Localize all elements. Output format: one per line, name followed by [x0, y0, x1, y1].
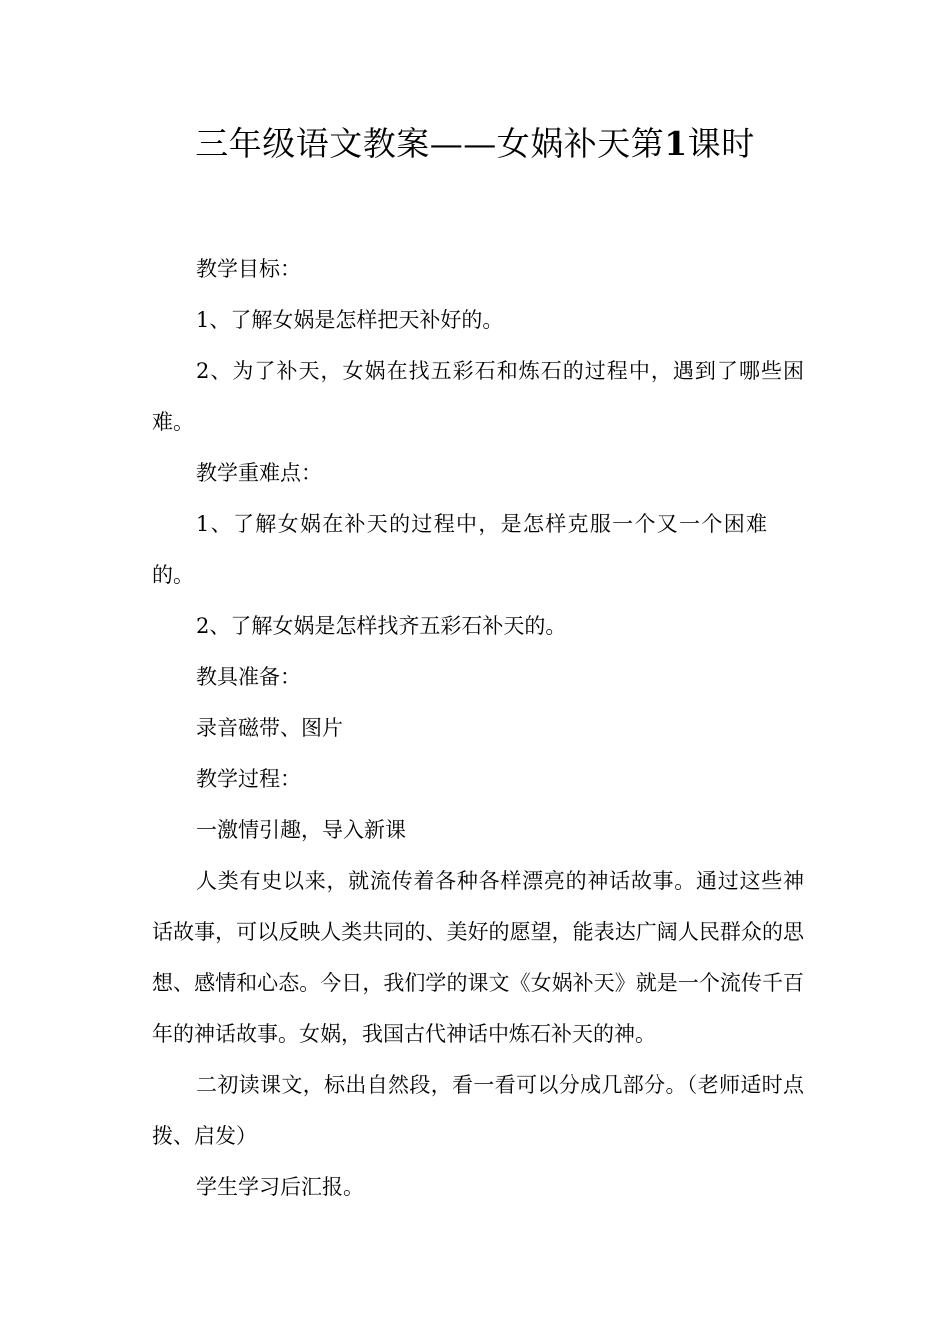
body-paragraph: 学生学习后汇报。 [196, 1175, 364, 1199]
objective-item: 1、了解女娲是怎样把天补好的。 [196, 308, 504, 332]
document-title [0, 120, 950, 168]
process-step-heading: 二初读课文，标出自然段，看一看可以分成几部分。（老师适时点拨、启发） [152, 1073, 804, 1148]
materials-list: 录音磁带、图片 [196, 716, 343, 740]
section-heading-process: 教学过程： [196, 767, 301, 791]
objective-item: 2、为了补天，女娲在找五彩石和炼石的过程中，遇到了哪些困难。 [152, 359, 804, 434]
key-point-item: 1、了解女娲在补天的过程中，是怎样克服一个又一个困难的。 [152, 512, 767, 587]
body-paragraph: 人类有史以来，就流传着各种各样漂亮的神话故事。通过这些神话故事，可以反映人类共同的、美好的愿望，能表达广阔人民群众的思想、感情和心态。今日，我们学的课文《女娲补天》就是一个流传千百年的神话故事。女娲，我国古代神话中炼石补天的神。 [152, 869, 804, 1046]
key-point-item: 2、了解女娲是怎样找齐五彩石补天的。 [196, 614, 567, 638]
document-body [152, 244, 804, 1213]
section-heading-key-points: 教学重难点： [196, 461, 322, 485]
title-prefix: 三年级语文教案——女娲补天第 [195, 124, 665, 163]
section-heading-objectives: 教学目标： [196, 257, 301, 281]
title-lesson-number: 1 [664, 124, 688, 163]
process-step-heading: 一激情引趣，导入新课 [196, 818, 406, 842]
section-heading-materials: 教具准备： [196, 665, 301, 689]
title-suffix: 课时 [687, 124, 755, 163]
